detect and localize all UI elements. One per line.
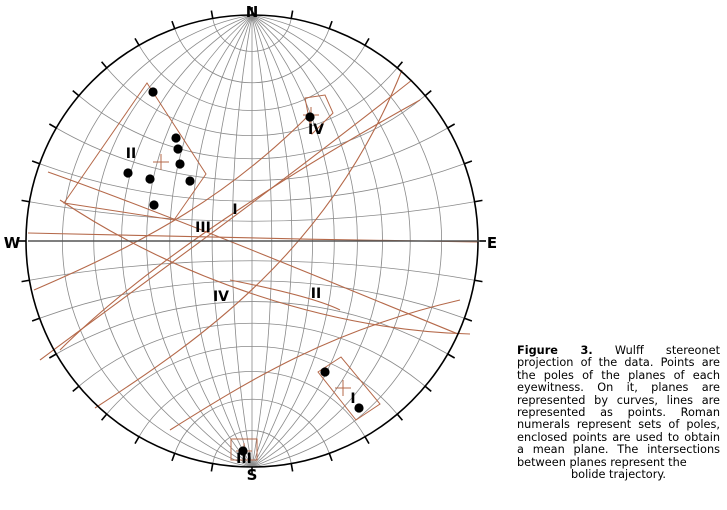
- azimuth-tick: [464, 161, 472, 164]
- pole-point: [171, 133, 180, 142]
- azimuth-tick: [329, 453, 332, 461]
- azimuth-tick: [425, 386, 431, 391]
- azimuth-tick: [464, 318, 472, 321]
- azimuth-tick: [329, 21, 332, 29]
- azimuth-tick: [448, 354, 455, 358]
- azimuth-tick: [73, 91, 79, 96]
- azimuth-tick: [475, 280, 483, 281]
- azimuth-tick: [102, 414, 107, 420]
- azimuth-tick: [172, 453, 175, 461]
- plane-curve: [48, 172, 458, 334]
- figure-caption: [517, 345, 720, 481]
- set-label-II-upper: II: [125, 146, 137, 162]
- azimuth-tick: [73, 386, 79, 391]
- pole-point: [173, 144, 182, 153]
- azimuth-tick: [397, 62, 402, 68]
- azimuth-tick: [32, 161, 40, 164]
- set-label-IV-lower: IV: [212, 289, 230, 305]
- azimuth-tick: [22, 280, 30, 281]
- azimuth-tick: [172, 21, 175, 29]
- figure-label: Figure 3.: [517, 344, 593, 357]
- azimuth-tick: [291, 11, 292, 19]
- set-label-II-lower: II: [310, 286, 322, 302]
- set-label-I-center: I: [232, 202, 238, 218]
- pole-point: [320, 367, 329, 376]
- azimuth-tick: [135, 437, 139, 444]
- compass-west-label: W: [3, 234, 21, 252]
- pole-point: [354, 403, 363, 412]
- set-label-I-lower: I: [350, 391, 356, 407]
- azimuth-tick: [211, 11, 212, 19]
- set-label-III-center: III: [195, 220, 211, 236]
- azimuth-tick: [291, 464, 292, 472]
- azimuth-tick: [22, 200, 30, 201]
- azimuth-tick: [49, 354, 56, 358]
- pole-point: [123, 168, 132, 177]
- azimuth-tick: [425, 91, 431, 96]
- caption-body: Wulff stereonet projection of the data. Points are the poles of the planes of each eyewitness. On it, planes are represented by curves, lines are represented as points. Roman numerals represent sets of poles, enclosed points are used to obtain a mean plane. The intersections between planes represent the: [517, 344, 720, 469]
- pole-point: [305, 112, 314, 121]
- azimuth-tick: [365, 437, 369, 444]
- plane-curve: [60, 100, 420, 350]
- azimuth-tick: [475, 200, 483, 201]
- pole-point: [145, 174, 154, 183]
- set-label-III-lower: III: [236, 451, 252, 467]
- azimuth-tick: [32, 318, 40, 321]
- caption-last-line: bolide trajectory.: [570, 468, 667, 482]
- pole-point: [148, 87, 157, 96]
- azimuth-tick: [448, 124, 455, 128]
- plane-curves: [28, 70, 478, 430]
- compass-east-label: E: [486, 234, 498, 252]
- azimuth-tick: [211, 464, 212, 472]
- compass-north-label: N: [245, 3, 259, 21]
- azimuth-tick: [397, 414, 402, 420]
- pole-point: [175, 159, 184, 168]
- pole-point: [149, 200, 158, 209]
- azimuth-tick: [135, 38, 139, 45]
- pole-point: [185, 176, 194, 185]
- set-label-IV-upper: IV: [307, 122, 325, 138]
- compass-south-label: S: [246, 466, 258, 484]
- azimuth-tick: [102, 62, 107, 68]
- azimuth-tick: [365, 38, 369, 45]
- azimuth-tick: [49, 124, 56, 128]
